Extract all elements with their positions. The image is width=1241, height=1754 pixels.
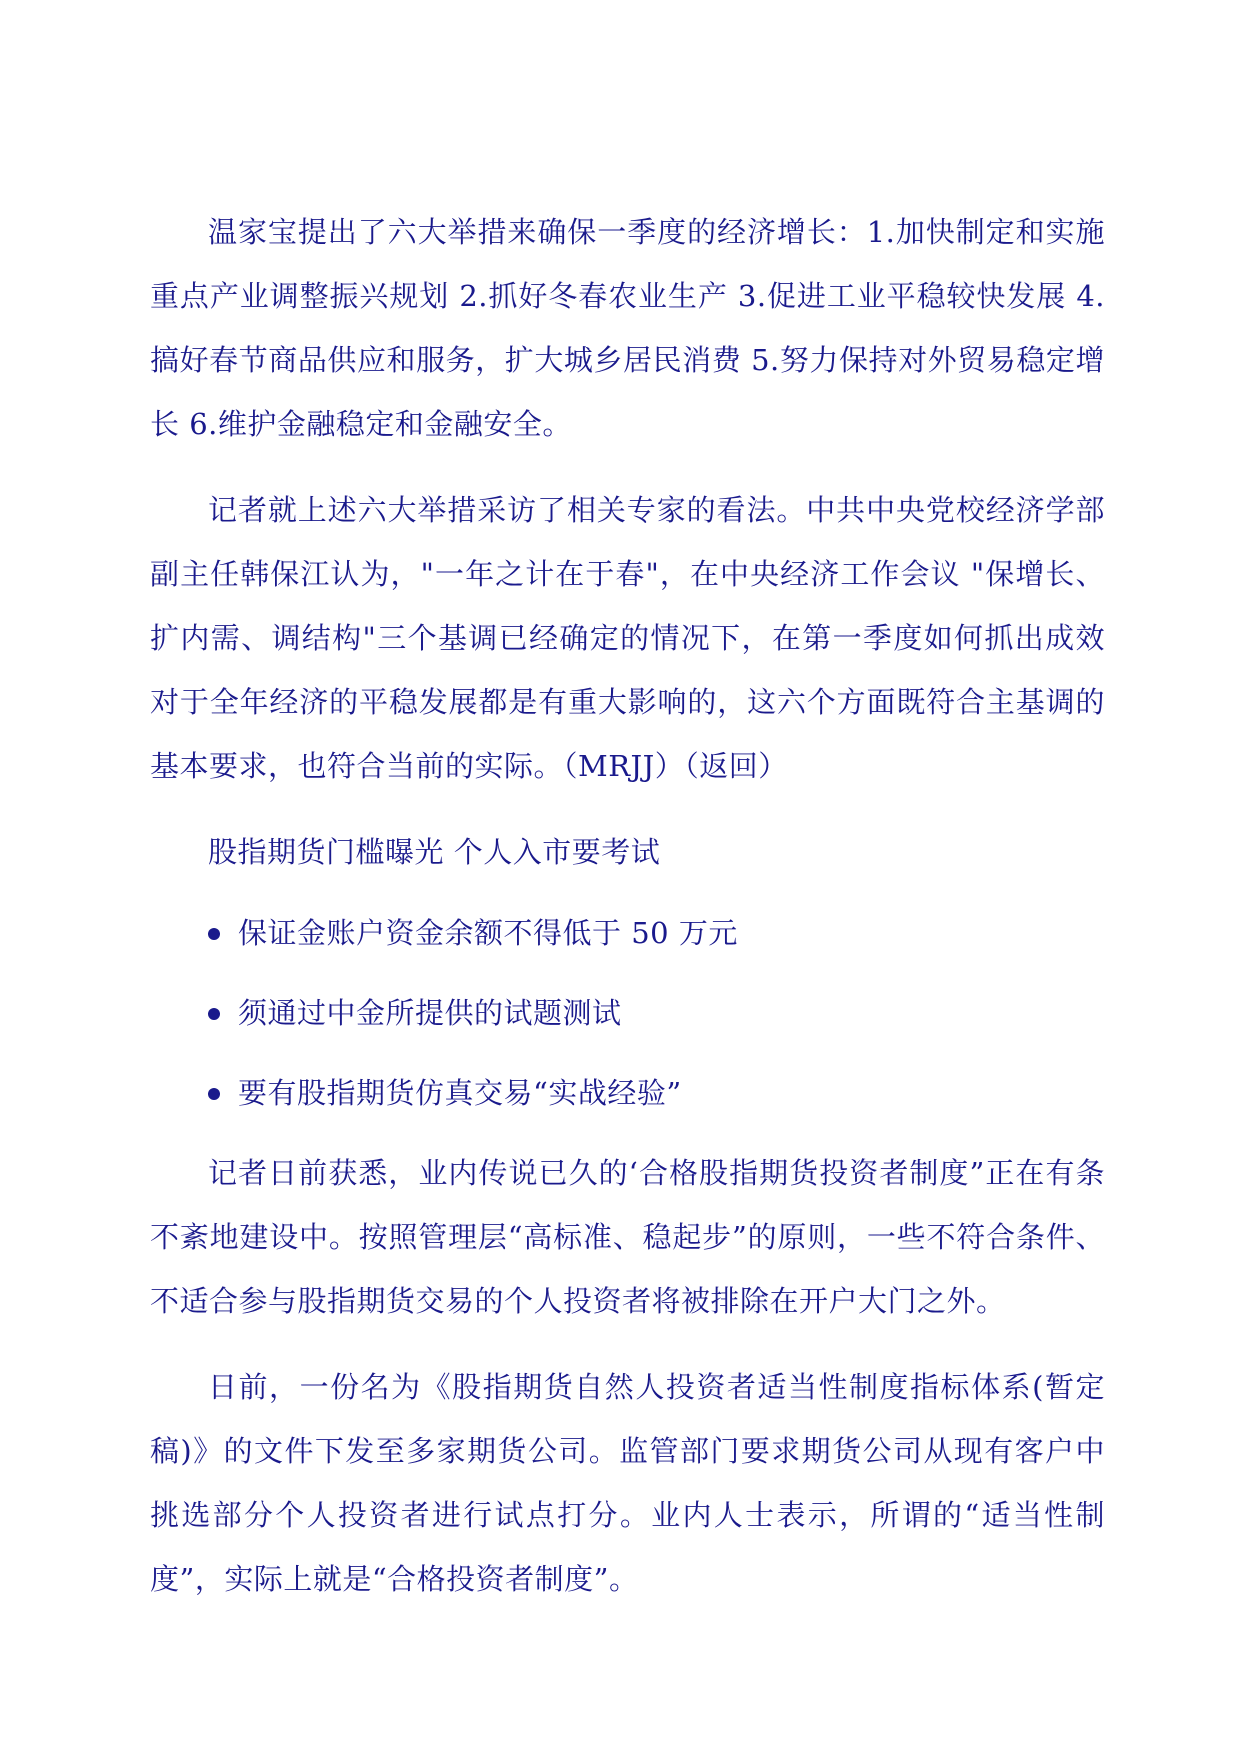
list-item <box>150 1061 1105 1125</box>
bullet-text: 保证金账户资金余额不得低于 50 万元 <box>238 916 738 950</box>
bullet-dot-icon <box>208 928 220 940</box>
document-page <box>150 200 1105 1611</box>
bullet-text: 要有股指期货仿真交易“实战经验” <box>238 1076 682 1110</box>
bullet-dot-icon <box>208 1008 220 1020</box>
paragraph-measures: 温家宝提出了六大举措来确保一季度的经济增长：1.加快制定和实施重点产业调整振兴规划 2.抓好冬春农业生产 3.促进工业平稳较快发展 4.搞好春节商品供应和服务，扩大城乡居民消费 5.努力保持对外贸易稳定增长 6.维护金融稳定和金融安全。 <box>150 215 1105 441</box>
bullet-dot-icon <box>208 1088 220 1100</box>
article-headline: 股指期货门槛曝光 个人入市要考试 <box>208 835 661 869</box>
paragraph-suitability-document: 日前，一份名为《股指期货自然人投资者适当性制度指标体系(暂定稿)》的文件下发至多家期货公司。监管部门要求期货公司从现有客户中挑选部分个人投资者进行试点打分。业内人士表示，所谓的“适当性制度”，实际上就是“合格投资者制度”。 <box>150 1370 1105 1596</box>
bullet-text: 须通过中金所提供的试题测试 <box>238 996 622 1030</box>
paragraph-investor-system: 记者日前获悉，业内传说已久的‘合格股指期货投资者制度”正在有条不紊地建设中。按照管理层“高标准、稳起步”的原则，一些不符合条件、不适合参与股指期货交易的个人投资者将被排除在开户大门之外。 <box>150 1156 1105 1318</box>
paragraph-expert-view: 记者就上述六大举措采访了相关专家的看法。中共中央党校经济学部副主任韩保江认为，"一年之计在于春"，在中央经济工作会议 "保增长、扩内需、调结构"三个基调已经确定的情况下，在第一季度如何抓出成效对于全年经济的平稳发展都是有重大影响的，这六个方面既符合主基调的基本要求，也符合当前的实际。（MRJJ）（返回） <box>150 493 1105 783</box>
bullet-list <box>150 901 1105 1125</box>
list-item <box>150 981 1105 1045</box>
list-item <box>150 901 1105 965</box>
